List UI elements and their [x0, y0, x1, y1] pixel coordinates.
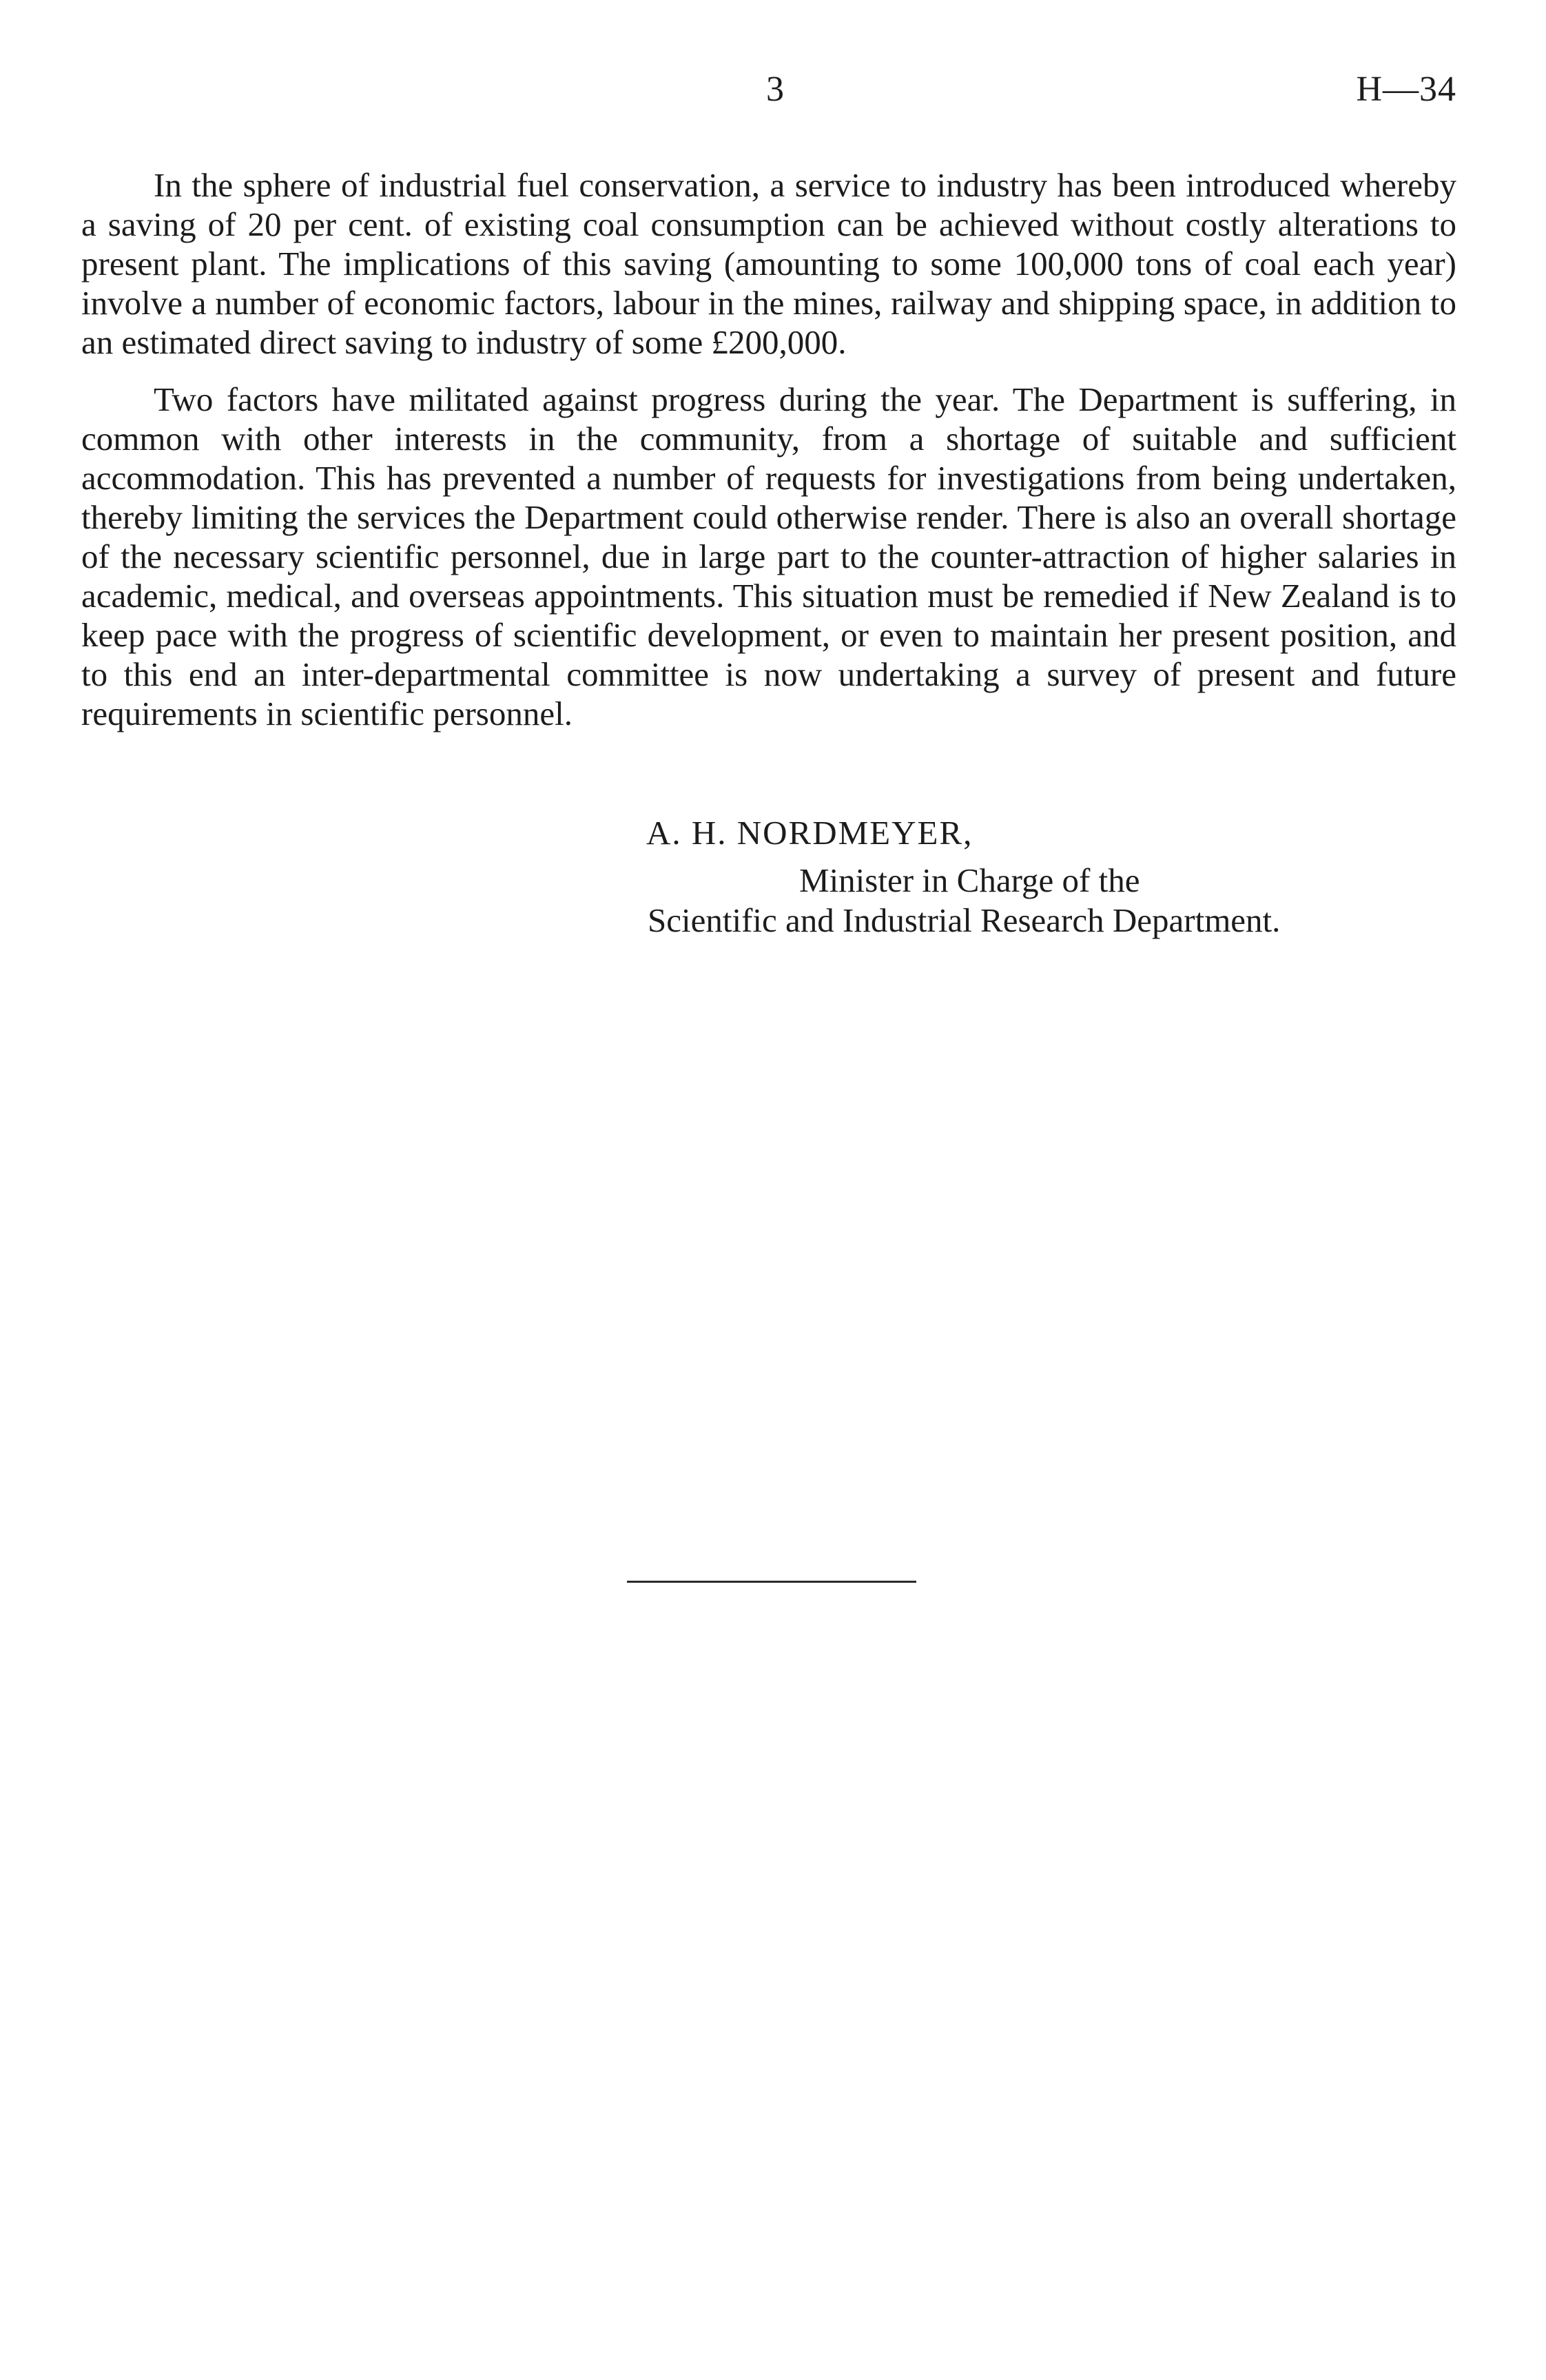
signatory-title-line-2: Scientific and Industrial Research Department.	[648, 901, 1281, 939]
paragraph-fuel-conservation: In the sphere of industrial fuel conservation, a service to industry has been introduced whereby a saving of 20 per cent. of existing coal consumption can be achieved without costly alterations to present plant. The implications of this saving (amounting to some 100,000 tons of coal each year) involve a number of economic factors, labour in the mines, railway and shipping space, in addition to an estimated direct saving to industry of some £200,000.	[81, 166, 1456, 361]
page-number: 3	[766, 70, 784, 109]
signatory-name: A. H. NORDMEYER,	[646, 814, 973, 852]
end-rule-divider	[627, 1581, 916, 1583]
document-reference: H—34	[1356, 70, 1456, 109]
body-text	[81, 165, 1456, 751]
paragraph-factors: Two factors have militated against progress during the year. The Department is suffering, in common with other interests in the community, from a shortage of suitable and sufficient accommodation. This has prevented a number of requests for investigations from being undertaken, thereby limiting the services the Department could otherwise render. There is also an overall shortage of the necessary scientific personnel, due in large part to the counter-attraction of higher salaries in academic, medical, and overseas appointments. This situation must be remedied if New Zealand is to keep pace with the progress of scientific development, or even to maintain her present position, and to this end an inter-departmental committee is now undertaking a survey of present and future requirements in scientific personnel.	[81, 380, 1456, 732]
signatory-title-line-1: Minister in Charge of the	[799, 861, 1140, 899]
